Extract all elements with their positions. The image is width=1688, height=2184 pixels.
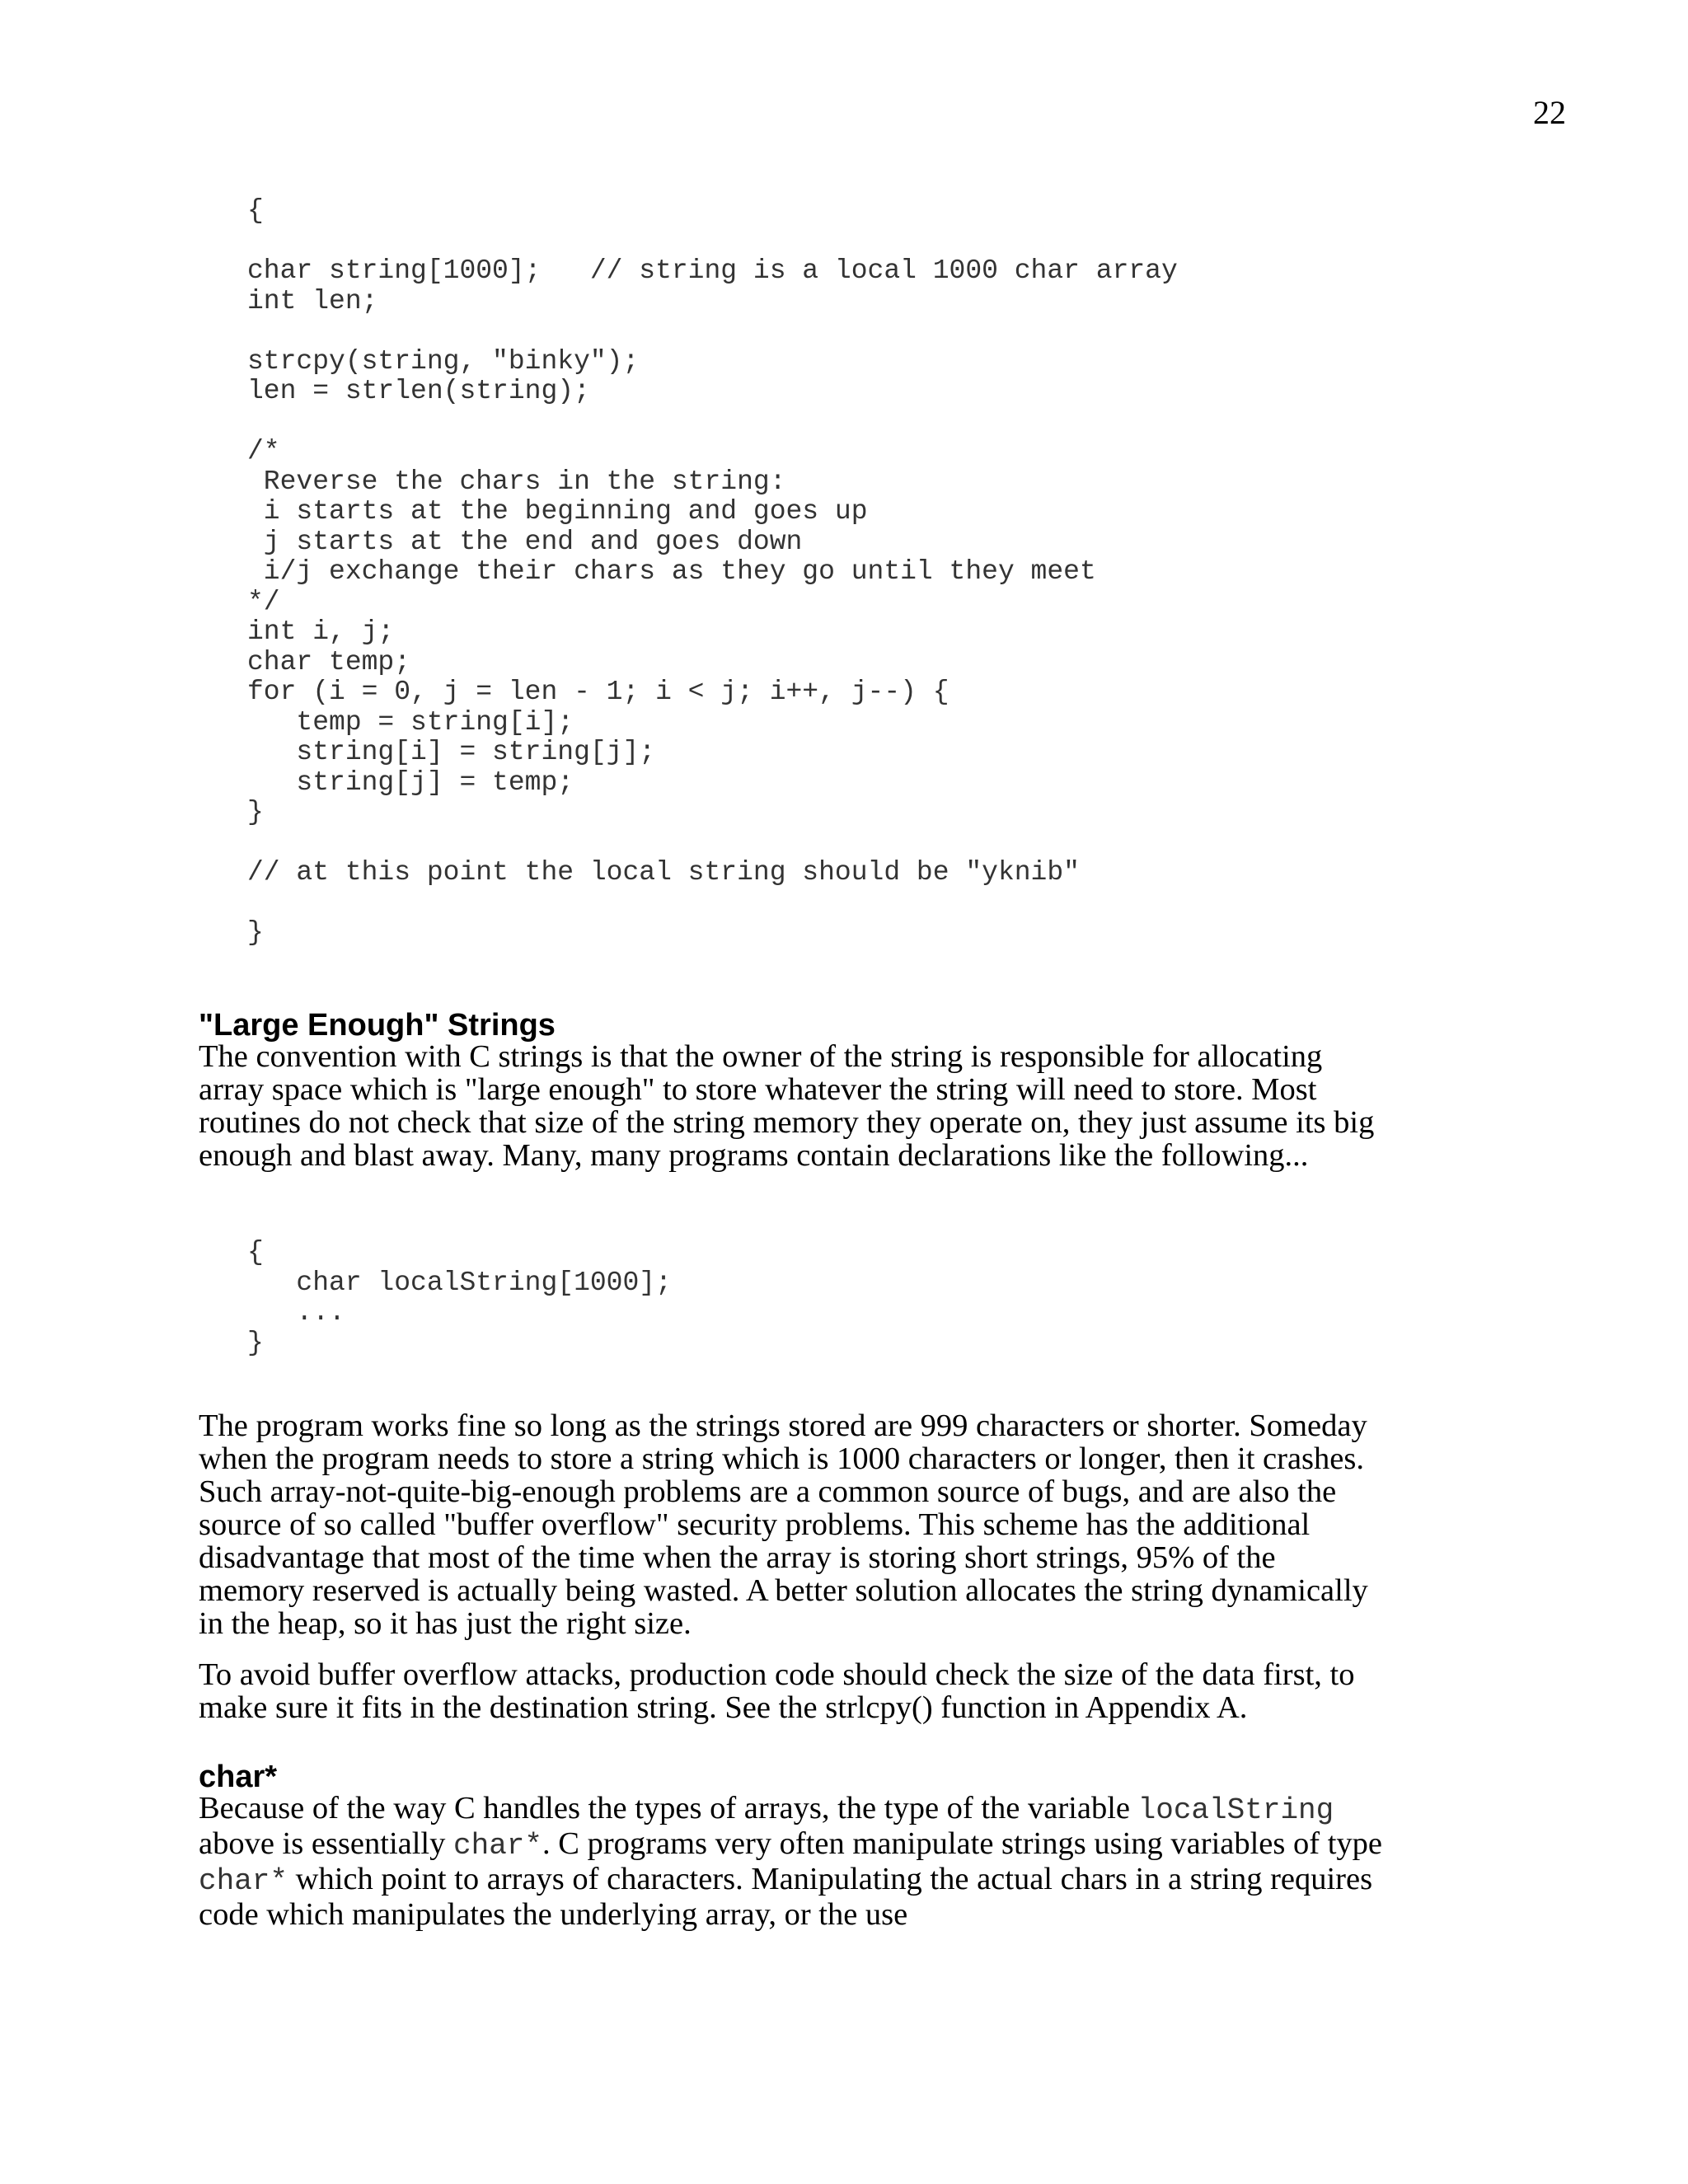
paragraph-strlcpy-advice: To avoid buffer overflow attacks, production code should check the size of the data first, to make sure it fits in the destination string. See the strlcpy() function in Appendix A. (199, 1657, 1355, 1725)
code-block-string-reverse: { char string[1000]; // string is a local 1000 char array int len; strcpy(string, "binky"); len = strlen(string); /* Reverse the chars in the string: i starts at the beginning and goes up j starts at the end and goes down i/j exchange their chars as they go until they meet */ int i, j; char temp; for (i = 0, j = len - 1; i < j; i++, j--) { temp = string[i]; string[i] = string[j]; string[j] = temp; } // at this point the local string should be "yknib" } (247, 195, 1178, 948)
paragraph-char-pointer (199, 1792, 1386, 1931)
paragraph-large-enough-intro: The convention with C strings is that the owner of the string is responsible for allocating array space which is "large enough" to store whatever the string will need to store. Most routines do not check that size of the string memory they operate on, they just assume its big enough and blast away. Many, many programs contain declarations like the following... (199, 1039, 1375, 1173)
text-run: above is essentially (199, 1826, 453, 1861)
page-number: 22 (1533, 94, 1566, 131)
paragraph-buffer-overflow: The program works fine so long as the strings stored are 999 characters or shorter. Someday when the program needs to store a string which is 1000 characters or longer, then it crashes. Such array-not-quite-big-enough problems are a common source of bugs, and are also the source of so called "buffer overflow" security problems. This scheme has the additional disadvantage that most of the time when the array is storing short strings, 95% of the memory reserved is actually being wasted. A better solution allocates the string dynamically in the heap, so it has just the right size. (199, 1408, 1368, 1641)
inline-code-char-pointer: char* (453, 1829, 543, 1863)
section-heading-large-enough-strings: "Large Enough" Strings (199, 1008, 556, 1043)
inline-code-char-pointer: char* (199, 1864, 288, 1898)
inline-code-localstring: localString (1137, 1793, 1334, 1827)
text-run: which point to arrays of characters. Manipulating the actual chars in a string requires code which manipulates the underlying array, or the use (199, 1862, 1373, 1932)
text-run: Because of the way C handles the types of arrays, the type of the variable (199, 1791, 1130, 1825)
section-heading-char-pointer: char* (199, 1760, 278, 1794)
text-run: . C programs very often manipulate strings using variables of type (542, 1826, 1382, 1861)
code-block-local-string: { char localString[1000]; ... } (247, 1237, 672, 1358)
